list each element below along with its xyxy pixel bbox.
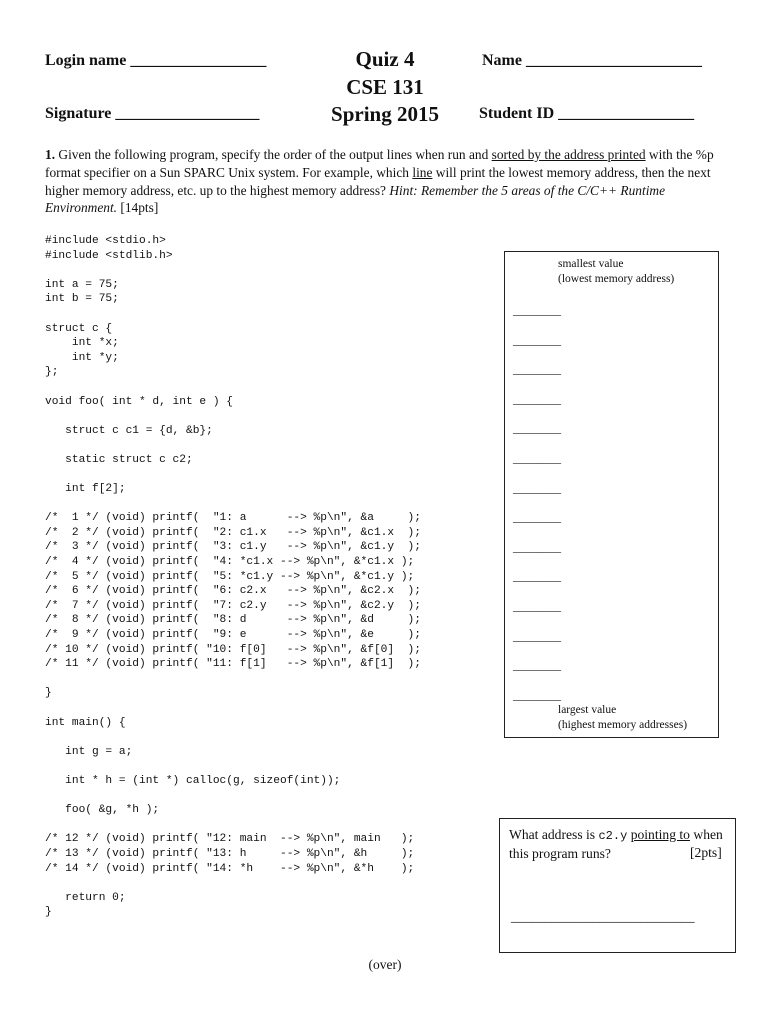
code-line — [45, 497, 421, 512]
highest-address-label: (highest memory addresses) — [558, 719, 688, 731]
code-line: /* 4 */ (void) printf( "4: *c1.x --> %p\n", &*c1.x ); — [45, 556, 415, 569]
code-line: void foo( int * d, int e ) { — [45, 395, 233, 408]
code-line — [45, 789, 421, 804]
login-name-field: Login name _________________ — [45, 52, 267, 69]
answer-blank[interactable]: ________ — [513, 628, 561, 643]
code-line: int a = 75; — [45, 278, 119, 291]
code-line: int f[2]; — [45, 483, 126, 496]
question-underline-2: line — [412, 164, 433, 180]
code-line: static struct c c2; — [45, 453, 193, 466]
question-underline-1: sorted by the address printed — [491, 147, 646, 162]
code-line: int *x; — [45, 337, 119, 350]
c2y-underline: pointing to — [630, 827, 690, 842]
code-line: } — [45, 906, 52, 919]
code-line — [45, 818, 421, 833]
answer-blank[interactable]: ________ — [513, 332, 561, 347]
question-text-part-2: with the %p format specifier on a Sun SPARC Unix system. For example, which — [45, 147, 714, 180]
code-line — [45, 380, 421, 395]
code-line — [45, 307, 421, 322]
code-line: /* 11 */ (void) printf( "11: f[1] --> %p\n", &f[1] ); — [45, 658, 421, 671]
code-line: /* 3 */ (void) printf( "3: c1.y --> %p\n", &c1.y ); — [45, 541, 421, 554]
code-line: #include <stdio.h> — [45, 235, 166, 247]
code-line: /* 6 */ (void) printf( "6: c2.x --> %p\n", &c2.x ); — [45, 585, 421, 598]
code-line — [45, 759, 421, 774]
code-line: /* 7 */ (void) printf( "7: c2.y --> %p\n", &c2.y ); — [45, 599, 421, 612]
c2y-points: [2pts] — [690, 845, 722, 860]
code-line — [45, 263, 421, 278]
smallest-value-label: smallest value — [558, 258, 624, 270]
code-line — [45, 409, 421, 424]
question-1 — [45, 146, 725, 217]
code-line: /* 2 */ (void) printf( "2: c1.x --> %p\n", &c1.x ); — [45, 526, 421, 539]
code-line: int * h = (int *) calloc(g, sizeof(int)); — [45, 774, 341, 787]
largest-value-label: largest value — [558, 704, 617, 716]
code-line — [45, 876, 421, 891]
code-line: /* 8 */ (void) printf( "8: d --> %p\n", &d ); — [45, 614, 421, 627]
code-line: struct c c1 = {d, &b}; — [45, 424, 213, 437]
code-line: /* 5 */ (void) printf( "5: *c1.y --> %p\n", &*c1.y ); — [45, 570, 415, 583]
lowest-address-label: (lowest memory address) — [558, 273, 675, 285]
name-field: Name ______________________ — [482, 52, 702, 69]
answer-blank[interactable]: ________ — [513, 391, 561, 406]
code-line: }; — [45, 366, 59, 379]
code-line: foo( &g, *h ); — [45, 804, 160, 817]
c2y-text-3: when this program runs? — [509, 827, 723, 861]
answer-blank[interactable]: ________ — [513, 687, 561, 702]
answer-blank[interactable]: ________ — [513, 480, 561, 495]
code-line: return 0; — [45, 891, 126, 904]
c2y-text-1: What address is — [509, 827, 599, 842]
answer-blank[interactable]: ________ — [513, 303, 561, 317]
code-line: int g = a; — [45, 745, 133, 758]
code-line — [45, 438, 421, 453]
answer-blank[interactable]: ________ — [513, 510, 561, 525]
answer-blank[interactable]: ________ — [513, 569, 561, 584]
code-line: struct c { — [45, 322, 113, 335]
over-label: (over) — [368, 957, 402, 972]
code-line: /* 10 */ (void) printf( "10: f[0] --> %p\n", &f[0] ); — [45, 643, 421, 656]
question-points: [14pts] — [117, 200, 159, 216]
code-line: #include <stdlib.h> — [45, 249, 173, 262]
student-id-field: Student ID _________________ — [479, 105, 695, 122]
answer-blank[interactable]: ________ — [513, 421, 561, 436]
code-line: int main() { — [45, 716, 126, 729]
answer-blank[interactable]: ________ — [513, 539, 561, 554]
code-line — [45, 468, 421, 483]
code-line — [45, 730, 421, 745]
term-title: Spring 2015 — [331, 102, 439, 126]
code-listing — [45, 234, 421, 920]
code-line: /* 1 */ (void) printf( "1: a --> %p\n", &a ); — [45, 512, 421, 525]
code-line: /* 13 */ (void) printf( "13: h --> %p\n", &h ); — [45, 847, 415, 860]
signature-field: Signature __________________ — [45, 105, 260, 122]
code-line — [45, 672, 421, 687]
code-line — [45, 701, 421, 716]
answer-blank[interactable]: ________ — [513, 451, 561, 465]
code-line: } — [45, 687, 52, 700]
c2y-code: c2.y — [598, 829, 628, 843]
answer-blank[interactable]: ________ — [513, 362, 561, 377]
c2y-answer-line: ___________________________ — [511, 909, 695, 924]
code-line: int *y; — [45, 351, 119, 364]
question-text-part-3: will print the lowest memory address, then the next higher memory address, etc. up to the highest memory address? — [45, 164, 711, 198]
quiz-title: Quiz 4 — [355, 47, 415, 71]
code-line: int b = 75; — [45, 293, 119, 306]
course-title: CSE 131 — [346, 75, 424, 99]
code-line: /* 12 */ (void) printf( "12: main --> %p\n", main ); — [45, 833, 415, 846]
answer-blank[interactable]: ________ — [513, 599, 561, 613]
question-text-part-1: Given the following program, specify the order of the output lines when run and — [55, 147, 492, 162]
question-number: 1. — [45, 147, 56, 162]
answer-blank[interactable]: ________ — [513, 658, 561, 673]
code-line: /* 14 */ (void) printf( "14: *h --> %p\n", &*h ); — [45, 862, 415, 875]
code-line: /* 9 */ (void) printf( "9: e --> %p\n", &e ); — [45, 629, 421, 642]
question-hint: Hint: Remember the 5 areas of the C/C++ Runtime Environment. — [45, 182, 666, 216]
